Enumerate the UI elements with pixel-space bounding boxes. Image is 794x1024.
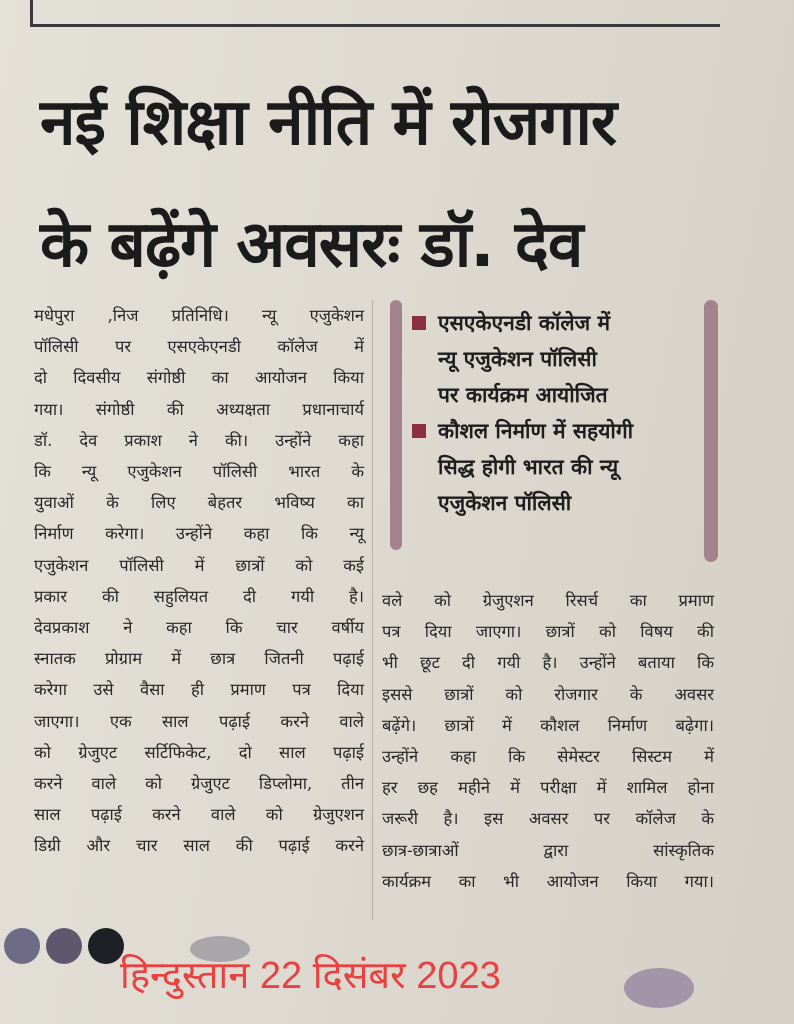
article-line: कि न्यू एजुकेशन पॉलिसी भारत के xyxy=(34,462,364,482)
article-line: छात्र-छात्राओं द्वारा सांस्कृतिक xyxy=(382,840,714,860)
article-line: पत्र दिया जाएगा। छात्रों को विषय की xyxy=(382,622,714,642)
article-line: करेगा उसे वैसा ही प्रमाण पत्र दिया xyxy=(34,680,364,700)
article-line: स्नातक प्रोग्राम में छात्र जितनी पढ़ाई xyxy=(34,649,364,669)
article-line: जरूरी है। इस अवसर पर कॉलेज के xyxy=(382,809,714,829)
article-line: डिग्री और चार साल की पढ़ाई करने xyxy=(34,836,364,856)
article-line: बढ़ेंगे। छात्रों में कौशल निर्माण बढ़ेगा। xyxy=(382,715,714,735)
article-right-column xyxy=(382,585,714,897)
article-line: मधेपुरा ,निज प्रतिनिधि। न्यू एजुकेशन xyxy=(34,306,364,325)
article-line: को ग्रेजुएट सर्टिफिकेट, दो साल पढ़ाई xyxy=(34,742,364,762)
highlight-text: पर कार्यक्रम आयोजित xyxy=(438,383,608,407)
highlight-text: सिद्ध होगी भारत की न्यू xyxy=(438,455,619,479)
article-line: वले को ग्रेजुएशन रिसर्च का प्रमाण xyxy=(382,591,714,610)
column-divider xyxy=(372,300,373,920)
column-rule-vertical xyxy=(30,0,33,26)
highlight-line xyxy=(412,413,704,449)
source-caption: हिन्दुस्तान 22 दिसंबर 2023 xyxy=(120,955,501,997)
highlight-box-right-bar xyxy=(704,300,718,562)
highlight-line xyxy=(412,341,704,377)
article-line: देवप्रकाश ने कहा कि चार वर्षीय xyxy=(34,618,364,638)
highlight-line xyxy=(412,449,704,485)
article-line: गया। संगोष्ठी की अध्यक्षता प्रधानाचार्य xyxy=(34,399,364,419)
blur-dot xyxy=(46,928,82,964)
headline-line-2: के बढ़ेंगे अवसरः डॉ. देव xyxy=(40,208,583,282)
top-rule xyxy=(30,24,720,27)
highlight-line xyxy=(412,305,704,341)
article-line: भी छूट दी गयी है। उन्होंने बताया कि xyxy=(382,653,714,673)
article-line: इससे छात्रों को रोजगार के अवसर xyxy=(382,684,714,704)
square-bullet-icon xyxy=(412,424,426,438)
article-line: उन्होंने कहा कि सेमेस्टर सिस्टम में xyxy=(382,747,714,767)
article-line: डॉ. देव प्रकाश ने की। उन्होंने कहा xyxy=(34,430,364,450)
article-line: कार्यक्रम का भी आयोजन किया गया। xyxy=(382,871,714,891)
blur-dot xyxy=(4,928,40,964)
article-line: करने वाले को ग्रेजुएट डिप्लोमा, तीन xyxy=(34,774,364,794)
highlight-text: एजुकेशन पॉलिसी xyxy=(438,491,572,515)
blur-dot xyxy=(88,928,124,964)
headline xyxy=(40,62,740,306)
article-line: प्रकार की सहुलियत दी गयी है। xyxy=(34,586,364,606)
highlight-text: कौशल निर्माण में सहयोगी xyxy=(438,419,634,443)
article-line: हर छह महीने में परीक्षा में शामिल होना xyxy=(382,778,714,798)
headline-line-1: नई शिक्षा नीति में रोजगार xyxy=(40,86,617,160)
article-line: युवाओं के लिए बेहतर भविष्य का xyxy=(34,493,364,513)
article-line: साल पढ़ाई करने वाले को ग्रेजुएशन xyxy=(34,805,364,825)
article-line: निर्माण करेगा। उन्होंने कहा कि न्यू xyxy=(34,524,364,544)
article-line: दो दिवसीय संगोष्ठी का आयोजन किया xyxy=(34,368,364,388)
article-left-column xyxy=(34,300,364,862)
article-line: पॉलिसी पर एसएकेएनडी कॉलेज में xyxy=(34,337,364,357)
article-line: जाएगा। एक साल पढ़ाई करने वाले xyxy=(34,711,364,731)
highlight-box xyxy=(412,305,704,521)
square-bullet-icon xyxy=(412,316,426,330)
highlight-text: एसएकेएनडी कॉलेज में xyxy=(438,311,611,335)
highlight-line xyxy=(412,485,704,521)
highlight-box-left-bar xyxy=(390,300,402,550)
article-line: एजुकेशन पॉलिसी में छात्रों को कई xyxy=(34,555,364,575)
highlight-text: न्यू एजुकेशन पॉलिसी xyxy=(438,347,597,371)
highlight-line xyxy=(412,377,704,413)
